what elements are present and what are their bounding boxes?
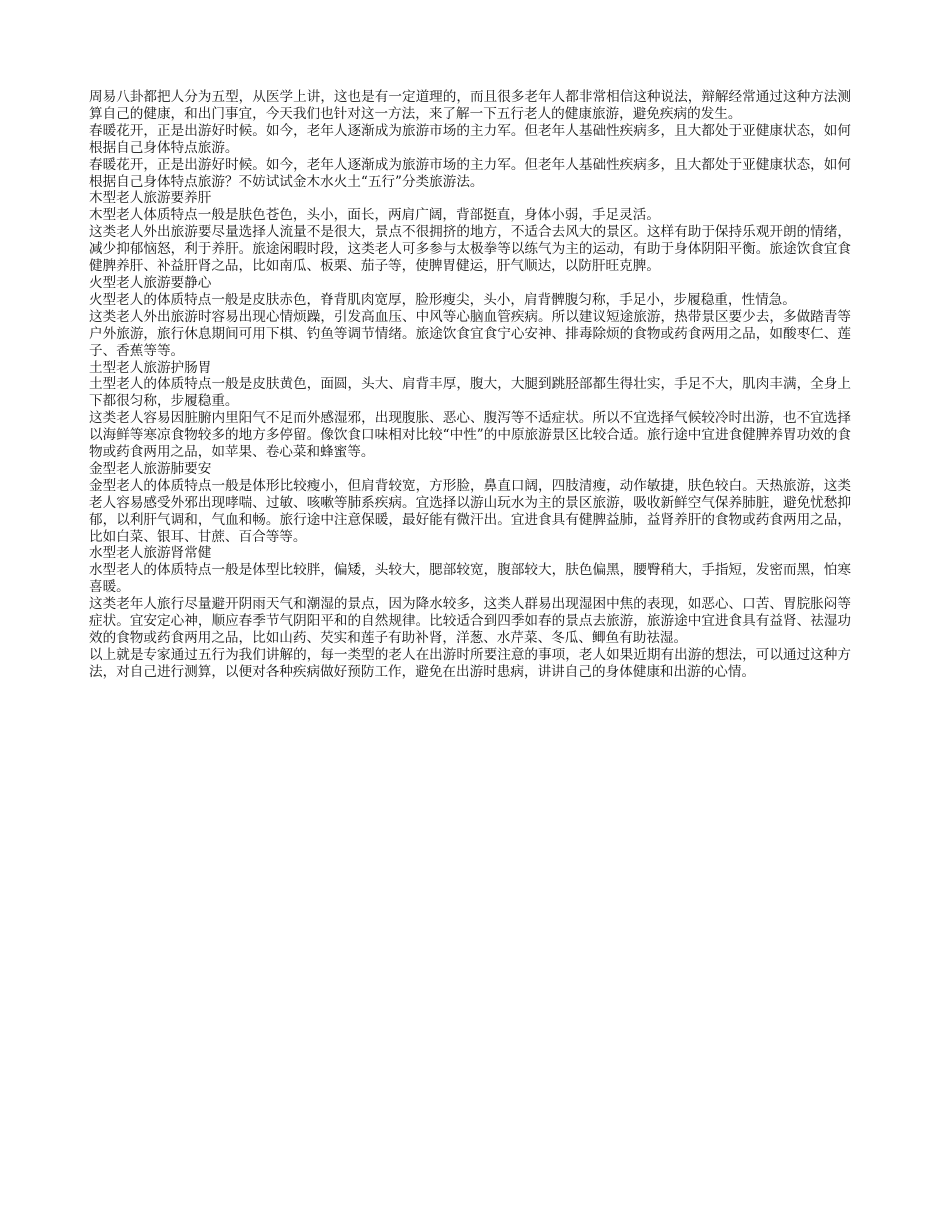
wood-type-heading: 木型老人旅游要养肝 [89, 190, 212, 207]
fire-type-traits-paragraph: 火型老人的体质特点一般是皮肤赤色，脊背肌肉宽厚，脸形瘦尖，头小，肩背髀腹匀称，手足小，步履稳重，性情急。 [89, 291, 796, 308]
conclusion-paragraph: 以上就是专家通过五行为我们讲解的，每一类型的老人在出游时所要注意的事项，老人如果近期有出游的想法，可以通过这种方法，对自己进行测算，以便对各种疾病做好预防工作，避免在出游时患病，讲讲自己的身体健康和出游的心情。 [89, 646, 851, 680]
earth-type-heading: 土型老人旅游护肠胃 [89, 359, 212, 376]
wood-type-advice-paragraph: 这类老人外出旅游要尽量选择人流量不是很大，景点不很拥挤的地方，不适合去风大的景区。这样有助于保持乐观开朗的情绪，减少抑郁恼怒，利于养肝。旅途闲暇时段，这类老人可多参与太极拳等以练气为主的运动，有助于身体阴阳平衡。旅途饮食宜食健脾养肝、补益肝肾之品，比如南瓜、板栗、茄子等，使脾胃健运，肝气顺达，以防肝旺克脾。 [89, 224, 851, 275]
earth-type-advice-paragraph: 这类老人容易因脏腑内里阳气不足而外感湿邪，出现腹胀、恶心、腹泻等不适症状。所以不宜选择气候较冷时出游，也不宜选择以海鲜等寒凉食物较多的地方多停留。像饮食口味相对比较“中性”的中原旅游景区比较合适。旅行途中宜进食健脾养胃功效的食物或药食两用之品，如苹果、卷心菜和蜂蜜等。 [89, 410, 851, 461]
fire-type-heading: 火型老人旅游要静心 [89, 274, 212, 291]
metal-type-paragraph: 金型老人的体质特点一般是体形比较瘦小，但肩背较宽，方形脸，鼻直口阔，四肢清瘦，动作敏捷，肤色较白。天热旅游，这类老人容易感受外邪出现哮喘、过敏、咳嗽等肺系疾病。宜选择以游山玩水为主的景区旅游，吸收新鲜空气保养肺脏，避免忧愁抑郁，以利肝气调和，气血和畅。旅行途中注意保暖，最好能有微汗出。宜进食具有健脾益肺，益肾养肝的食物或药食两用之品，比如白菜、银耳、甘蔗、百合等等。 [89, 477, 851, 545]
water-type-heading: 水型老人旅游肾常健 [89, 545, 212, 562]
earth-type-traits-paragraph: 土型老人的体质特点一般是皮肤黄色，面圆，头大、肩背丰厚，腹大，大腿到跳胫部都生得壮实，手足不大，肌肉丰满，全身上下都很匀称，步履稳重。 [89, 376, 851, 410]
water-type-advice-paragraph: 这类老年人旅行尽量避开阴雨天气和潮湿的景点，因为降水较多，这类人群易出现湿困中焦的表现，如恶心、口苦、胃脘胀闷等症状。宜安定心神，顺应春季节气阴阳平和的自然规律。比较适合到四季如春的景点去旅游，旅游途中宜进食具有益肾、祛湿功效的食物或药食两用之品，比如山药、芡实和莲子有助补肾，洋葱、水芹菜、冬瓜、鲫鱼有助祛湿。 [89, 596, 851, 646]
document-body [89, 89, 851, 681]
five-elements-paragraph: 春暖花开，正是出游好时候。如今，老年人逐渐成为旅游市场的主力军。但老年人基础性疾病多，且大都处于亚健康状态，如何根据自己身体特点旅游？不妨试试金木水火土“五行”分类旅游法。 [89, 156, 851, 190]
metal-type-heading: 金型老人旅游肺要安 [89, 460, 212, 477]
wood-type-traits-paragraph: 木型老人体质特点一般是肤色苍色，头小，面长，两肩广阔，背部挺直，身体小弱，手足灵活。 [89, 207, 660, 224]
intro-paragraph: 周易八卦都把人分为五型，从医学上讲，这也是有一定道理的，而且很多老年人都非常相信这种说法，辩解经常通过这种方法测算自己的健康，和出门事宜，今天我们也针对这一方法，来了解一下五行老人的健康旅游，避免疾病的发生。 [89, 89, 851, 122]
fire-type-advice-paragraph: 这类老人外出旅游时容易出现心情烦躁，引发高血压、中风等心脑血管疾病。所以建议短途旅游，热带景区要少去，多做踏青等户外旅游，旅行休息期间可用下棋、钓鱼等调节情绪。旅途饮食宜食宁心安神、排毒除烦的食物或药食两用之品，如酸枣仁、莲子、香蕉等等。 [89, 308, 851, 359]
spring-travel-paragraph: 春暖花开，正是出游好时候。如今，老年人逐渐成为旅游市场的主力军。但老年人基础性疾病多，且大都处于亚健康状态，如何根据自己身体特点旅游。 [89, 122, 851, 156]
water-type-traits-paragraph: 水型老人的体质特点一般是体型比较胖，偏矮，头较大，腮部较宽，腹部较大，肤色偏黑，腰臀稍大，手指短，发密而黑，怕寒喜暖。 [89, 562, 851, 596]
